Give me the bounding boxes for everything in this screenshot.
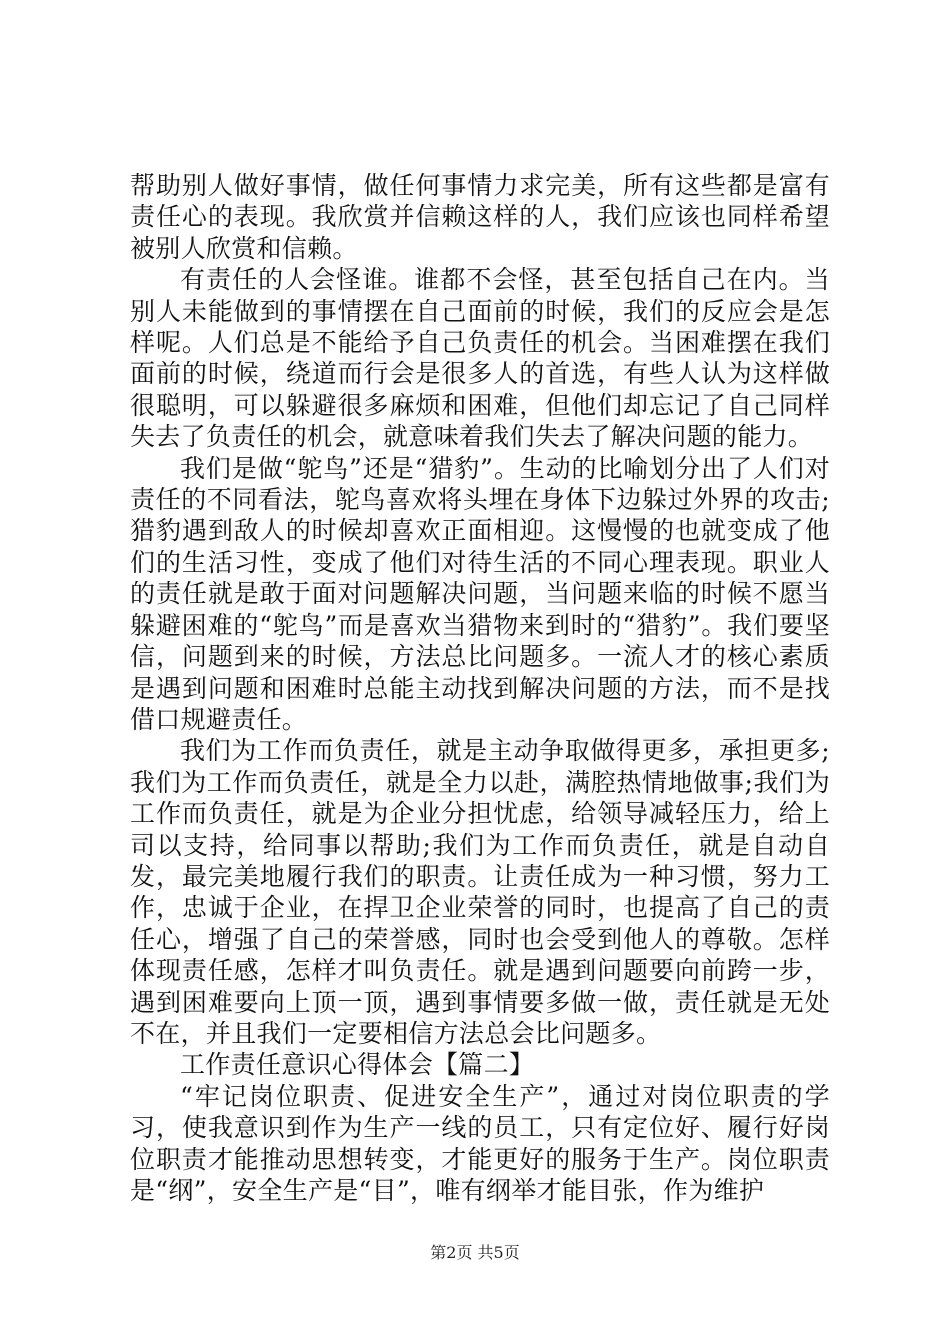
paragraph-responsibility-blame: 有责任的人会怪谁。谁都不会怪，甚至包括自己在内。当别人未能做到的事情摆在自己面前的时候，我们的反应会是怎样呢。人们总是不能给予自己负责任的机会。当困难摆在我们面前的时候，绕道而行会是很多人的首选，有些人认为这样做很聪明，可以躲避很多麻烦和困难，但他们却忘记了自己同样失去了负责任的机会，就意味着我们失去了解决问题的能力。	[130, 265, 830, 452]
section-heading-part-two: 工作责任意识心得体会【篇二】	[180, 1050, 535, 1080]
paragraph-continuation: 帮助别人做好事情，做任何事情力求完美，所有这些都是富有责任心的表现。我欣赏并信赖这样的人，我们应该也同样希望被别人欣赏和信赖。	[130, 171, 830, 263]
paragraph-work-responsibility: 我们为工作而负责任，就是主动争取做得更多，承担更多;我们为工作而负责任，就是全力以赴，满腔热情地做事;我们为工作而负责任，就是为企业分担忧虑，给领导减轻压力，给上司以支持，给同事以帮助;我们为工作而负责任，就是自动自发，最完美地履行我们的职责。让责任成为一种习惯，努力工作，忠诚于企业，在捍卫企业荣誉的同时，也提高了自己的责任心，增强了自己的荣誉感，同时也会受到他人的尊敬。怎样体现责任感，怎样才叫负责任。就是遇到问题要向前跨一步，遇到困难要向上顶一顶，遇到事情要多做一做，责任就是无处不在，并且我们一定要相信方法总会比问题多。	[130, 736, 830, 1048]
paragraph-ostrich-cheetah: 我们是做“鸵鸟”还是“猎豹”。生动的比喻划分出了人们对责任的不同看法，鸵鸟喜欢将头埋在身体下边躲过外界的攻击;猎豹遇到敌人的时候却喜欢正面相迎。这慢慢的也就变成了他们的生活习性，变成了他们对待生活的不同心理表现。职业人的责任就是敢于面对问题解决问题，当问题来临的时候不愿当躲避困难的“鸵鸟”而是喜欢当猎物来到时的“猎豹”。我们要坚信，问题到来的时候，方法总比问题多。一流人才的核心素质是遇到问题和困难时总能主动找到解决问题的方法，而不是找借口规避责任。	[130, 453, 830, 734]
page-number-footer: 第2页 共5页	[430, 1243, 520, 1262]
paragraph-post-duties: “牢记岗位职责、促进安全生产”，通过对岗位职责的学习，使我意识到作为生产一线的员工，只有定位好、履行好岗位职责才能推动思想转变，才能更好的服务于生产。岗位职责是“纲”，安全生产是“目”，唯有纲举才能目张，作为维护	[130, 1081, 830, 1205]
document-body	[130, 170, 830, 1206]
